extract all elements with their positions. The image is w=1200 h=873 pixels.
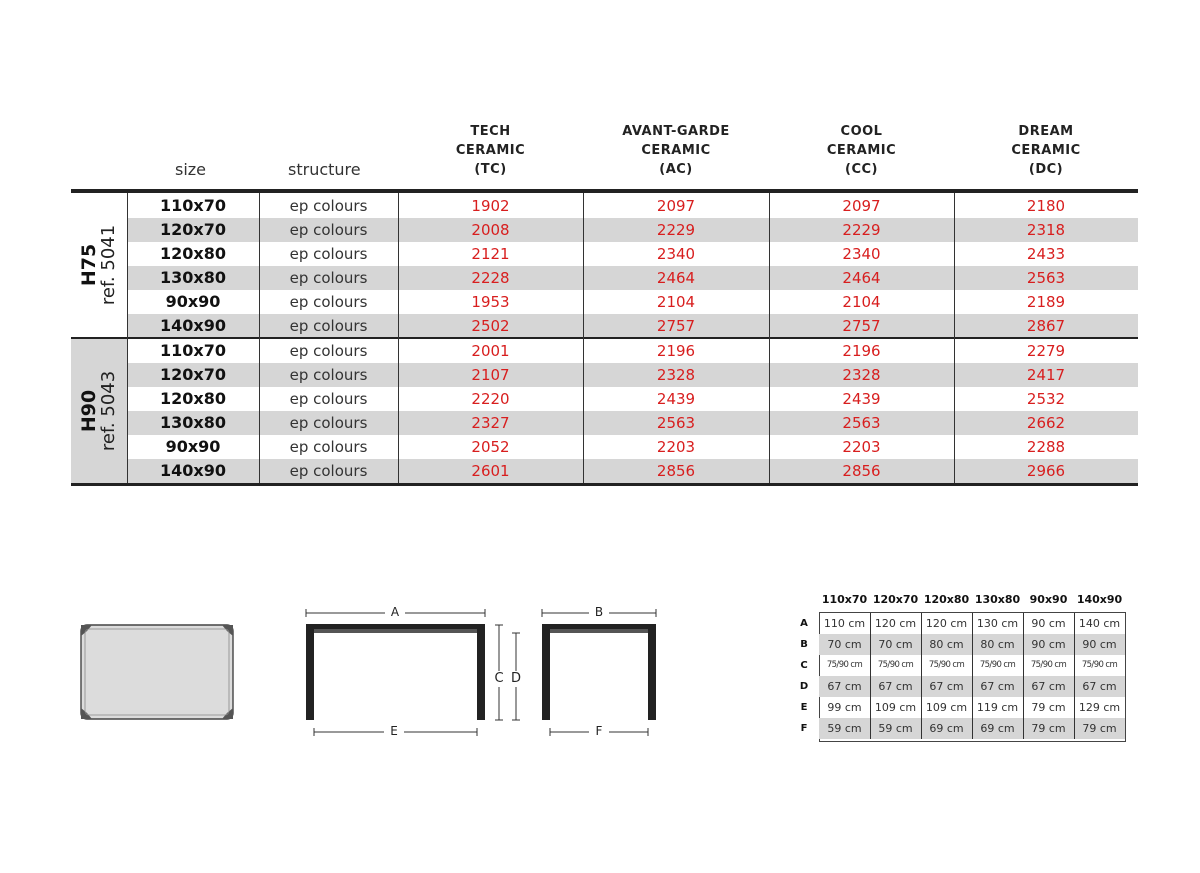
header-cc-line3: (CC): [845, 162, 878, 177]
dim-cell: 110 cm: [823, 617, 866, 630]
cell-price-ac: 2097: [656, 197, 696, 215]
table-row: [127, 290, 1138, 314]
header-tc-line1: TECH: [470, 124, 511, 139]
dim-cell: 120 cm: [925, 617, 968, 630]
table-row: [127, 266, 1138, 290]
header-dc-line2: CERAMIC: [1011, 143, 1081, 158]
dim-cell: 70 cm: [827, 638, 862, 651]
cell-price-cc: 2856: [842, 462, 881, 480]
cell-structure: ep colours: [289, 438, 368, 456]
cell-structure: ep colours: [289, 245, 368, 263]
column-divider: [259, 193, 260, 483]
cell-price-cc: 2464: [842, 269, 881, 287]
dim-cell: 79 cm: [1031, 701, 1066, 714]
cell-structure: ep colours: [289, 462, 368, 480]
cell-size: 130x80: [160, 413, 226, 432]
column-divider: [954, 193, 955, 483]
cell-structure: ep colours: [289, 221, 368, 239]
cell-price-cc: 2097: [842, 197, 881, 215]
cell-price-ac: 2229: [656, 221, 696, 239]
group-h75-label-cell: [71, 193, 127, 337]
cell-price-ac: 2856: [656, 462, 696, 480]
table-elevation-diagram: [300, 600, 670, 745]
cell-price-tc: 2220: [471, 390, 510, 408]
cell-size: 120x80: [160, 244, 226, 263]
cell-price-tc: 1953: [471, 293, 510, 311]
cell-size: 140x90: [160, 461, 226, 480]
dim-cell: 67 cm: [1082, 680, 1117, 693]
cell-structure: ep colours: [289, 342, 368, 360]
table-row: [127, 387, 1138, 411]
dim-cell: 75/90 cm: [826, 660, 863, 670]
cell-price-tc: 2327: [471, 414, 510, 432]
cell-size: 90x90: [165, 292, 221, 311]
header-structure: structure: [288, 160, 361, 179]
cell-size: 140x90: [160, 316, 226, 335]
group-height: H75: [78, 243, 100, 287]
dim-cell: 79 cm: [1031, 722, 1066, 735]
header-ac-line2: CERAMIC: [641, 143, 711, 158]
header-cool-ceramic: [769, 122, 954, 179]
cell-size: 130x80: [160, 268, 226, 287]
dim-cell: 69 cm: [980, 722, 1015, 735]
dim-column-divider: [972, 613, 973, 739]
cell-price-ac: 2464: [656, 269, 696, 287]
group-h90-label-cell: [71, 339, 127, 483]
group-height: H90: [78, 389, 100, 433]
header-cc-line1: COOL: [840, 124, 883, 139]
header-dc-line1: DREAM: [1018, 124, 1074, 139]
cell-price-cc: 2104: [842, 293, 881, 311]
column-divider: [127, 193, 128, 483]
header-ac-line3: (AC): [659, 162, 693, 177]
header-tc-line3: (TC): [474, 162, 507, 177]
dim-cell: 67 cm: [980, 680, 1015, 693]
cell-price-tc: 2601: [471, 462, 510, 480]
group-h90-label: [79, 371, 119, 451]
cell-structure: ep colours: [289, 390, 368, 408]
cell-price-dc: 2189: [1026, 293, 1066, 311]
cell-size: 110x70: [160, 196, 226, 215]
cell-price-dc: 2180: [1026, 197, 1066, 215]
cell-price-dc: 2662: [1026, 414, 1066, 432]
dim-row-label: C: [800, 660, 808, 671]
cell-price-cc: 2196: [842, 342, 881, 360]
cell-price-cc: 2439: [842, 390, 881, 408]
table-row: [127, 459, 1138, 483]
cell-price-cc: 2340: [842, 245, 881, 263]
dim-cell: 90 cm: [1031, 638, 1066, 651]
cell-structure: ep colours: [289, 293, 368, 311]
dim-cell: 69 cm: [929, 722, 964, 735]
header-dream-ceramic: [954, 122, 1138, 179]
cell-price-cc: 2203: [842, 438, 881, 456]
cell-price-ac: 2439: [656, 390, 696, 408]
cell-price-cc: 2229: [842, 221, 881, 239]
cell-size: 120x70: [160, 220, 226, 239]
dim-cell: 70 cm: [878, 638, 913, 651]
dim-cell: 80 cm: [929, 638, 964, 651]
dim-cell: 75/90 cm: [1030, 660, 1067, 670]
cell-price-dc: 2563: [1026, 269, 1066, 287]
dim-col-header: 130x80: [974, 593, 1021, 606]
dim-row-label: A: [800, 618, 808, 629]
cell-price-tc: 2052: [471, 438, 510, 456]
cell-size: 120x80: [160, 389, 226, 408]
dim-cell: 67 cm: [929, 680, 964, 693]
dim-cell: 119 cm: [976, 701, 1019, 714]
table-row: [127, 363, 1138, 387]
table-row: [127, 339, 1138, 363]
cell-structure: ep colours: [289, 366, 368, 384]
cell-price-dc: 2966: [1026, 462, 1066, 480]
dim-cell: 75/90 cm: [928, 660, 965, 670]
column-divider: [398, 193, 399, 483]
table-row: [127, 194, 1138, 218]
table-top-view-icon: [78, 622, 236, 722]
header-dc-line3: (DC): [1028, 162, 1064, 177]
dim-column-divider: [870, 613, 871, 739]
dim-cell: 67 cm: [1031, 680, 1066, 693]
header-size: size: [175, 160, 207, 179]
cell-price-ac: 2196: [656, 342, 696, 360]
cell-price-ac: 2340: [656, 245, 696, 263]
dim-cell: 67 cm: [827, 680, 862, 693]
dim-column-divider: [921, 613, 922, 739]
table-row: [127, 218, 1138, 242]
cell-price-ac: 2328: [656, 366, 696, 384]
column-divider: [583, 193, 584, 483]
cell-price-dc: 2288: [1026, 438, 1066, 456]
header-cc-line2: CERAMIC: [826, 143, 897, 158]
dim-cell: 120 cm: [874, 617, 917, 630]
cell-structure: ep colours: [289, 317, 368, 335]
cell-size: 120x70: [160, 365, 226, 384]
cell-price-tc: 2008: [471, 221, 510, 239]
cell-price-ac: 2104: [656, 293, 696, 311]
cell-price-tc: 2228: [471, 269, 510, 287]
group-h75-label: [79, 225, 119, 305]
cell-price-cc: 2757: [842, 317, 881, 335]
dim-cell: 67 cm: [878, 680, 913, 693]
cell-price-tc: 1902: [471, 197, 510, 215]
dim-row-label: B: [800, 639, 808, 650]
header-ac-line1: AVANT-GARDE: [622, 124, 730, 139]
dimension-label-e: E: [390, 724, 398, 738]
table-top-rule: [71, 189, 1138, 193]
cell-price-ac: 2563: [656, 414, 696, 432]
cell-structure: ep colours: [289, 414, 368, 432]
cell-price-tc: 2001: [471, 342, 510, 360]
cell-price-dc: 2532: [1026, 390, 1066, 408]
dim-cell: 90 cm: [1082, 638, 1117, 651]
cell-structure: ep colours: [289, 269, 368, 287]
table-row: [127, 435, 1138, 459]
group-ref: ref. 5041: [98, 224, 119, 306]
dim-col-header: 110x70: [821, 593, 868, 606]
column-divider: [769, 193, 770, 483]
cell-structure: ep colours: [289, 197, 368, 215]
cell-price-ac: 2757: [656, 317, 696, 335]
cell-price-dc: 2867: [1026, 317, 1066, 335]
header-tech-ceramic: [398, 122, 583, 179]
dim-column-divider: [1074, 613, 1075, 739]
dim-cell: 79 cm: [1082, 722, 1117, 735]
cell-price-dc: 2279: [1026, 342, 1066, 360]
dimension-label-f: F: [595, 724, 603, 738]
dim-cell: 129 cm: [1078, 701, 1121, 714]
cell-price-cc: 2563: [842, 414, 881, 432]
header-tc-line2: CERAMIC: [455, 143, 526, 158]
dimension-label-d: D: [510, 671, 521, 686]
table-row: [127, 314, 1138, 338]
group-ref: ref. 5043: [98, 370, 119, 452]
cell-price-dc: 2417: [1026, 366, 1066, 384]
dimension-label-a: A: [390, 605, 400, 619]
dim-cell: 75/90 cm: [877, 660, 914, 670]
cell-price-tc: 2121: [471, 245, 510, 263]
table-row: [127, 242, 1138, 266]
dim-row-label: F: [800, 723, 808, 734]
table-row: [127, 411, 1138, 435]
dim-cell: 59 cm: [878, 722, 913, 735]
table-bottom-rule: [71, 483, 1138, 486]
dim-cell: 130 cm: [976, 617, 1019, 630]
cell-size: 90x90: [165, 437, 221, 456]
dim-col-header: 90x90: [1029, 593, 1068, 606]
dim-cell: 99 cm: [827, 701, 862, 714]
cell-price-dc: 2318: [1026, 221, 1066, 239]
dim-cell: 109 cm: [925, 701, 968, 714]
dimension-label-b: B: [594, 605, 604, 619]
dim-cell: 59 cm: [827, 722, 862, 735]
cell-price-cc: 2328: [842, 366, 881, 384]
dimension-label-c: C: [494, 671, 504, 686]
dim-col-header: 120x80: [923, 593, 970, 606]
dim-row-label: D: [799, 681, 809, 692]
dim-cell: 75/90 cm: [1081, 660, 1118, 670]
dim-row-label: E: [800, 702, 808, 713]
dim-col-header: 120x70: [872, 593, 919, 606]
dim-cell: 80 cm: [980, 638, 1015, 651]
header-avant-garde-ceramic: [583, 122, 769, 179]
cell-price-dc: 2433: [1026, 245, 1066, 263]
dim-cell: 109 cm: [874, 701, 917, 714]
dim-cell: 75/90 cm: [979, 660, 1016, 670]
cell-size: 110x70: [160, 341, 226, 360]
dim-cell: 90 cm: [1031, 617, 1066, 630]
dim-cell: 140 cm: [1078, 617, 1121, 630]
cell-price-tc: 2107: [471, 366, 510, 384]
cell-price-ac: 2203: [656, 438, 696, 456]
cell-price-tc: 2502: [471, 317, 510, 335]
dim-column-divider: [1023, 613, 1024, 739]
dim-col-header: 140x90: [1076, 593, 1123, 606]
